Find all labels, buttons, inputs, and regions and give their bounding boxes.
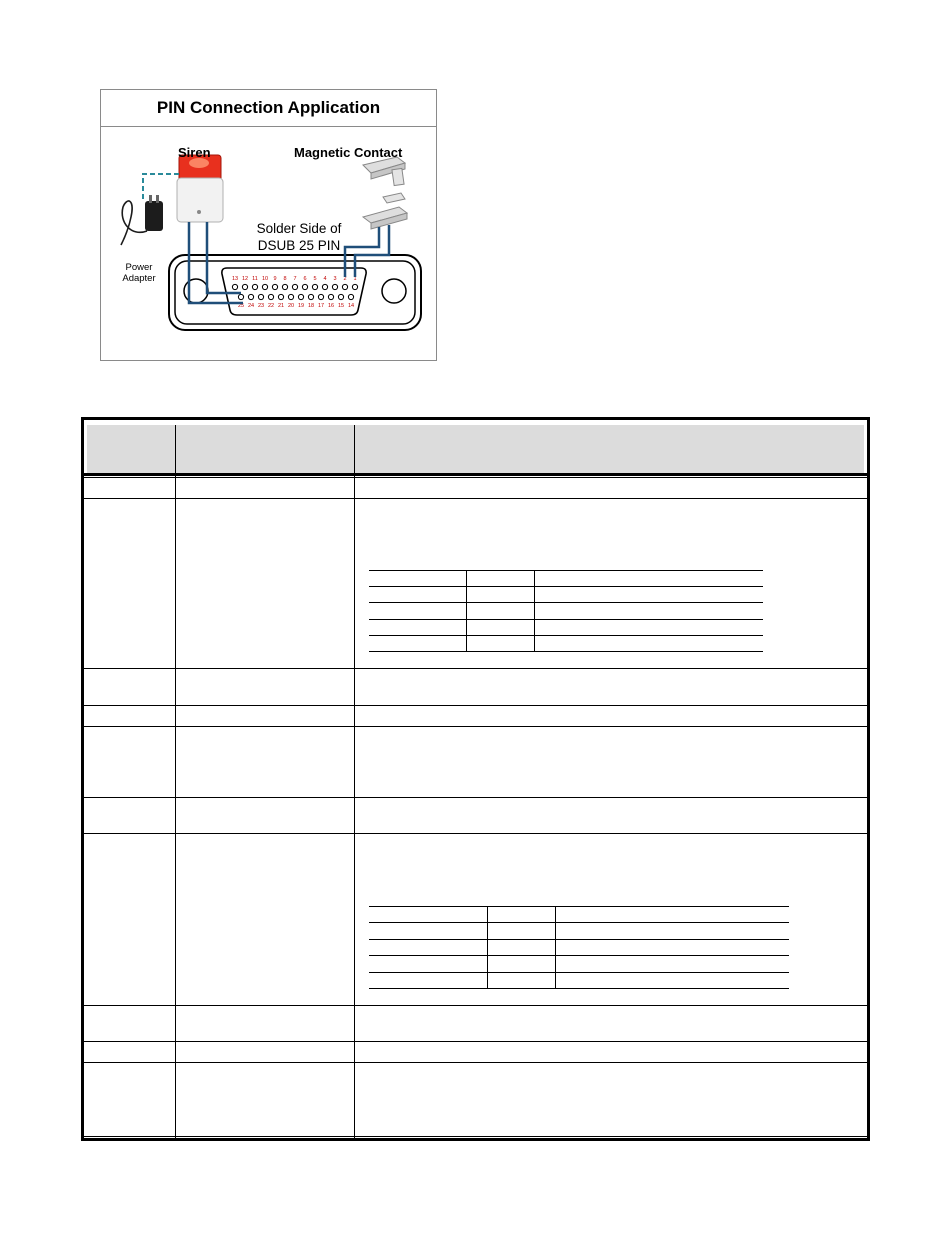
pin-hole-3 [332,284,337,289]
row-line [84,797,867,798]
pin-number-22: 22 [267,303,275,309]
siren-label: Siren [178,145,211,160]
header-separator-thin [84,477,867,478]
pin-number-18: 18 [307,303,315,309]
pin-number-11: 11 [252,276,258,282]
nested-table-1 [369,565,763,651]
pin-number-1: 1 [353,276,357,282]
nested-row-line [369,955,789,956]
nested-row-line [369,906,789,907]
nested-col-line [534,570,535,652]
solder-side-label [239,220,359,254]
solder-side-line-1: Solder Side of [256,221,342,236]
power-adapter [145,201,163,231]
pin-number-14: 14 [347,303,355,309]
pin-hole-9 [272,284,277,289]
pin-hole-6 [302,284,307,289]
adapter-prong-1 [149,195,152,203]
specification-table [81,417,870,1141]
nested-row-line [369,619,763,620]
row-line [84,498,867,499]
pin-hole-8 [282,284,287,289]
siren-base [177,178,223,222]
nested-row-line [369,972,789,973]
power-adapter-line-2: Adapter [122,273,156,284]
nested-table-2 [369,903,789,989]
header-separator [84,473,867,476]
pin-number-20: 20 [287,303,295,309]
pin-hole-22 [268,294,273,299]
pin-number-15: 15 [337,303,345,309]
row-line [84,1005,867,1006]
pin-hole-16 [328,294,333,299]
pin-number-2: 2 [343,276,347,282]
adapter-cable [121,201,147,245]
adapter-dashed-wire [143,174,179,199]
mount-hole-right [382,279,406,303]
pin-number-6: 6 [303,276,307,282]
row-line [84,1041,867,1042]
pin-hole-4 [322,284,327,289]
mount-hole-left [184,279,208,303]
magnetic-contact-label: Magnetic Contact [294,145,403,160]
pin-hole-24 [248,294,253,299]
pin-hole-14 [348,294,353,299]
row-line [84,705,867,706]
pin-number-17: 17 [317,303,325,309]
nested-row-line [369,939,789,940]
siren-screw [197,210,201,214]
bottom-inner-line [84,1136,867,1137]
pin-hole-18 [308,294,313,299]
pin-hole-23 [258,294,263,299]
power-adapter-line-1: Power [125,262,153,273]
pin-number-3: 3 [333,276,337,282]
column-divider-2 [354,425,355,1138]
row-line [84,726,867,727]
nested-row-line [369,651,763,652]
pin-hole-7 [292,284,297,289]
pin-hole-25 [238,294,243,299]
table-header-row [87,425,864,473]
row-line [84,1062,867,1063]
row-line [84,668,867,669]
nested-col-line [487,906,488,989]
pin-number-24: 24 [247,303,255,309]
nested-row-line [369,602,763,603]
row-line [84,833,867,834]
nested-row-line [369,635,763,636]
pin-number-16: 16 [327,303,335,309]
nested-row-line [369,586,763,587]
column-divider-1 [175,425,176,1138]
nested-row-line [369,570,763,571]
pin-hole-1 [352,284,357,289]
pin-connection-figure [100,89,437,361]
pin-number-21: 21 [277,303,285,309]
pin-hole-19 [298,294,303,299]
pin-number-10: 10 [261,276,269,282]
pin-hole-11 [252,284,257,289]
pin-hole-13 [232,284,237,289]
pin-hole-15 [338,294,343,299]
pin-number-19: 19 [297,303,305,309]
solder-side-line-2: DSUB 25 PIN [257,238,341,253]
pin-number-4: 4 [323,276,327,282]
magnetic-contact-lower [363,193,407,229]
magnetic-contact-upper [363,157,405,186]
pin-hole-12 [242,284,247,289]
nested-row-line [369,922,789,923]
pin-hole-17 [318,294,323,299]
pin-number-8: 8 [283,276,287,282]
pin-number-25: 25 [237,303,245,309]
pin-hole-5 [312,284,317,289]
pin-hole-10 [262,284,267,289]
pin-number-7: 7 [293,276,297,282]
pin-number-9: 9 [273,276,277,282]
pin-number-13: 13 [231,276,239,282]
nested-col-line [466,570,467,652]
power-adapter-label [113,262,165,284]
pin-number-23: 23 [257,303,265,309]
pin-number-5: 5 [313,276,317,282]
pin-hole-21 [278,294,283,299]
pin-number-12: 12 [241,276,249,282]
nested-col-line [555,906,556,989]
nested-row-line [369,988,789,989]
pin-hole-2 [342,284,347,289]
figure-title: PIN Connection Application [101,90,436,127]
adapter-prong-2 [156,195,159,203]
pin-hole-20 [288,294,293,299]
